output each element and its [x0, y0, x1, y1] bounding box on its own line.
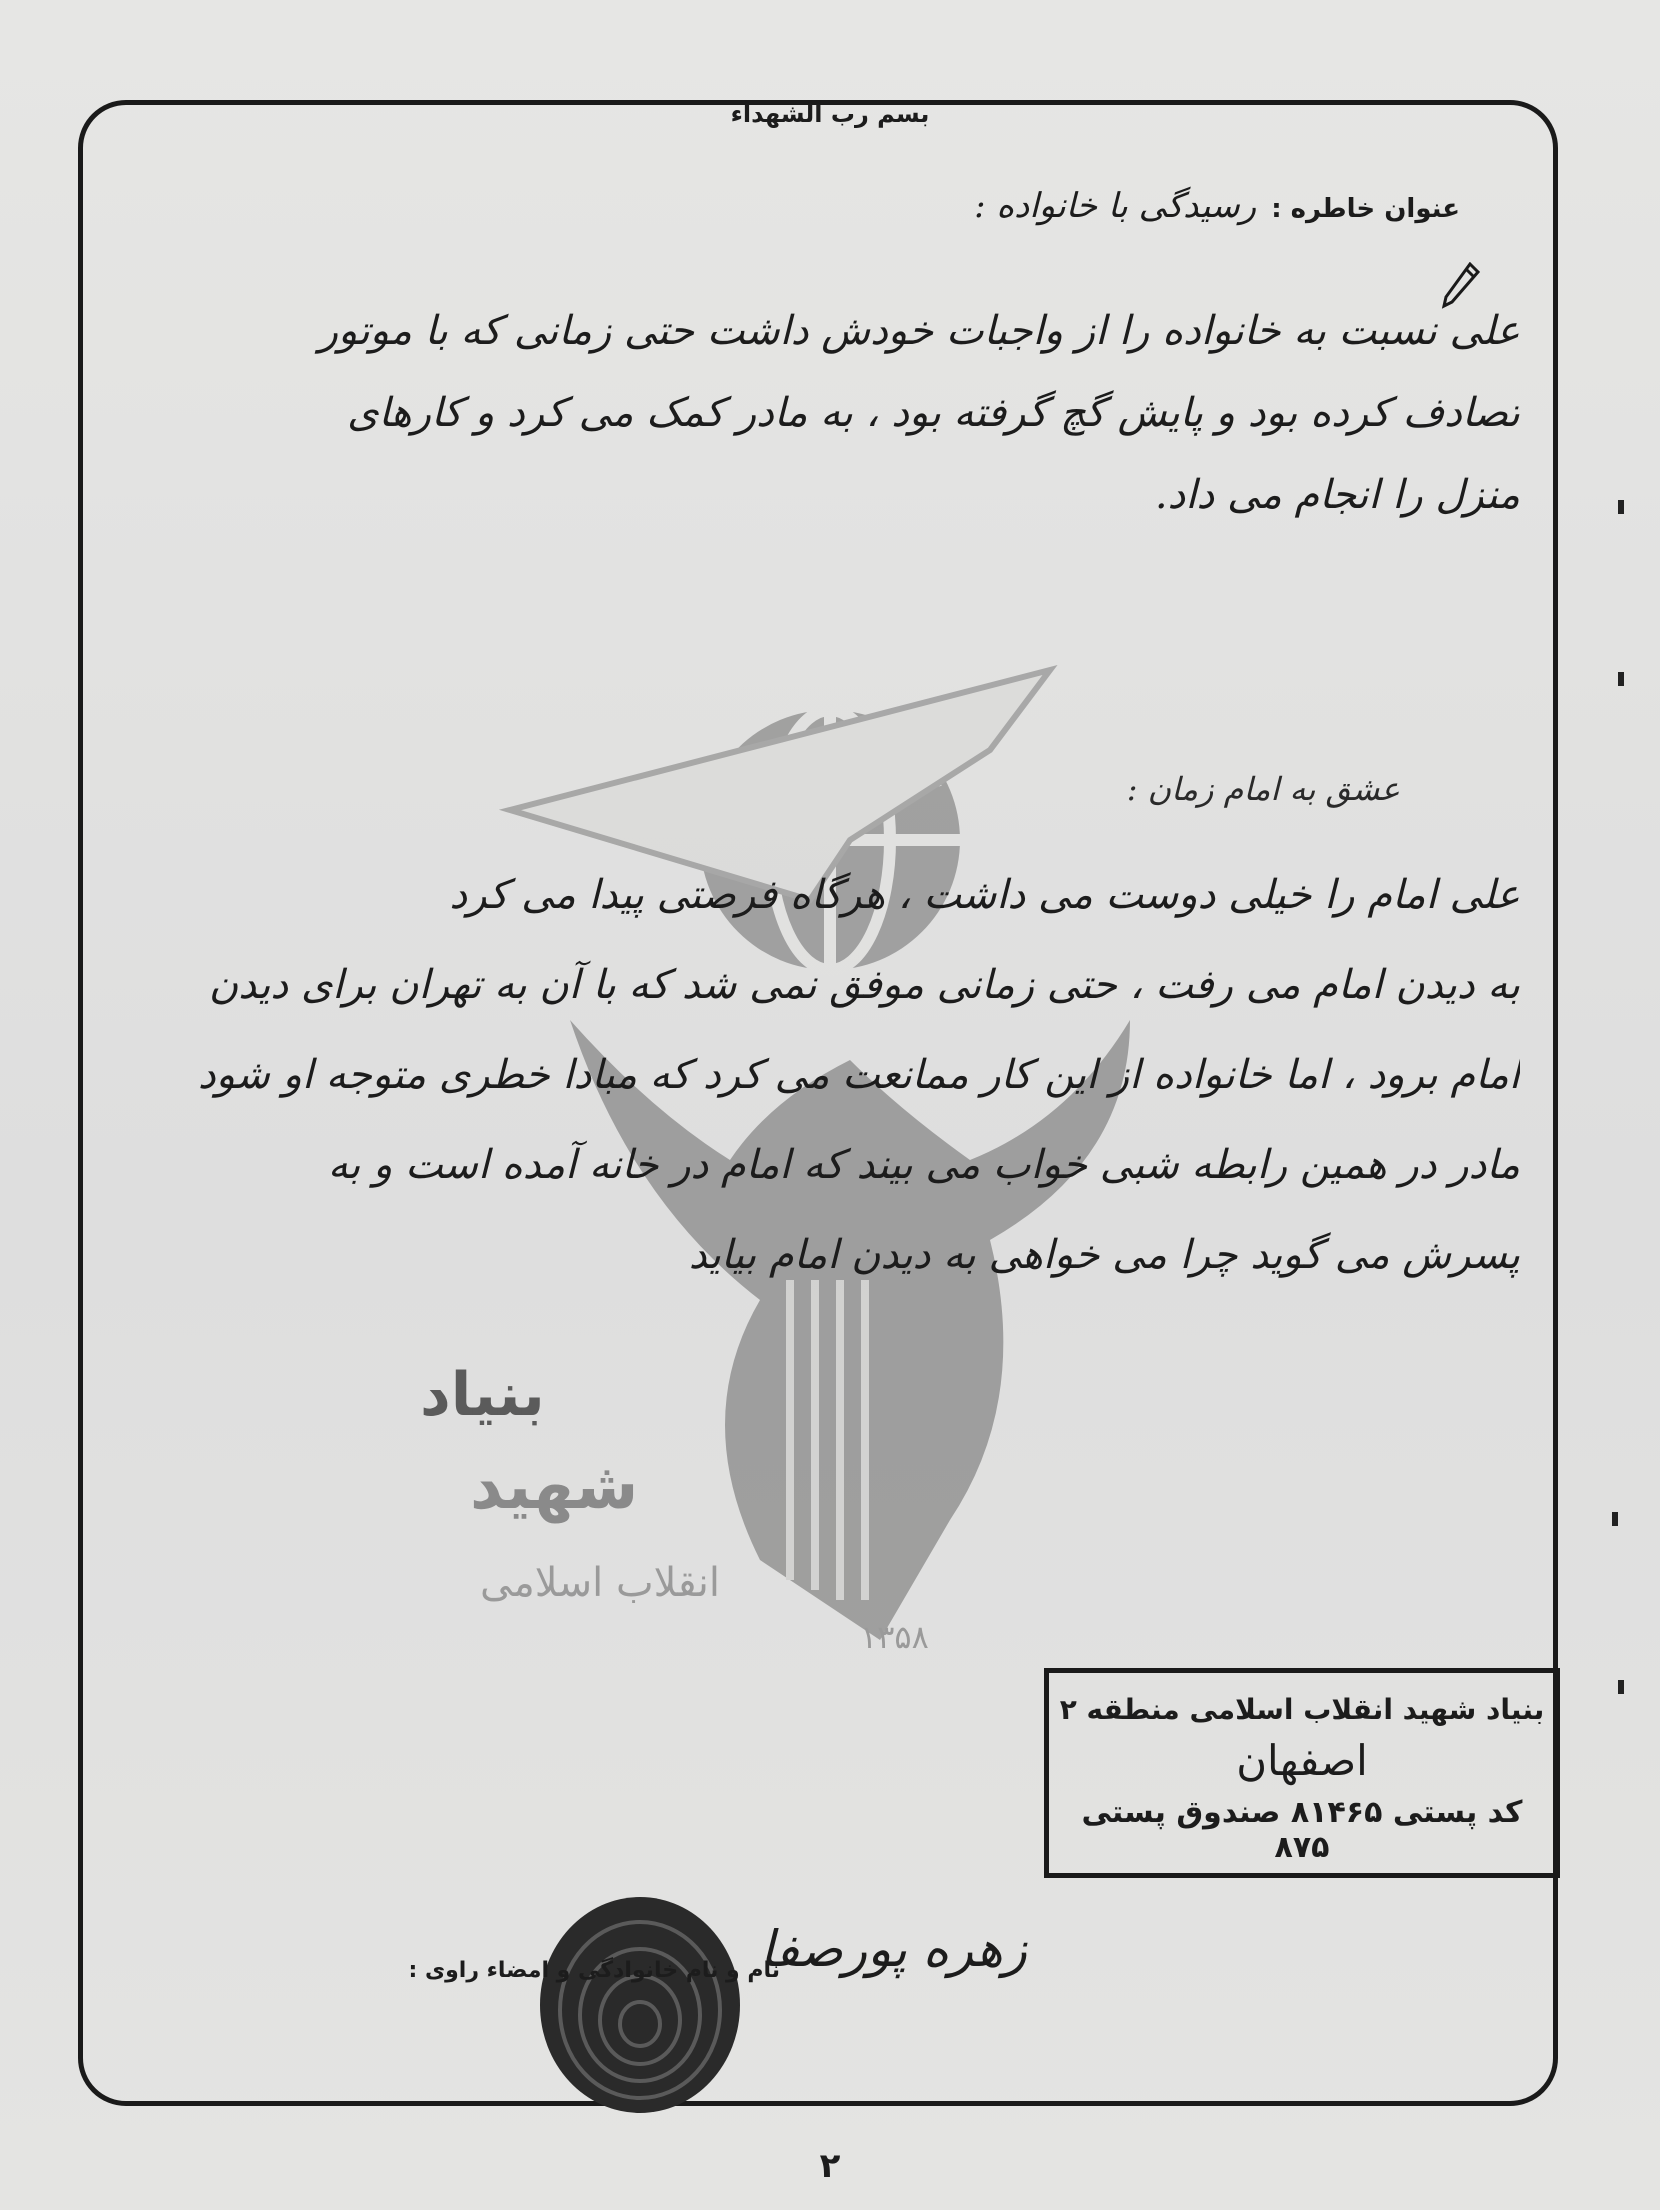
- memory-title-value: رسیدگی با خانواده :: [974, 186, 1257, 226]
- fingerprint-mark: [520, 1890, 760, 2120]
- margin-mark: [1618, 672, 1638, 686]
- emblem-text-martyr: شهید: [470, 1450, 639, 1524]
- narrator-signature-name: زهره پورصفا: [760, 1920, 1028, 1978]
- margin-mark: [1612, 1512, 1632, 1526]
- emblem-year: ۱۳۵۸: [860, 1618, 929, 1656]
- paragraph-line: منزل را انجام می داد.: [1154, 472, 1520, 518]
- stamp-organization: بنیاد شهید انقلاب اسلامی منطقه ۲: [1059, 1693, 1545, 1726]
- paragraph-line: امام برود ، اما خانواده از این کار ممانعت می کرد که مبادا خطری متوجه او شود: [197, 1052, 1520, 1098]
- paragraph-family-care: [120, 290, 1520, 536]
- memory-title-label: عنوان خاطره :: [1271, 194, 1460, 224]
- memory-title: [974, 186, 1460, 226]
- stamp-city: اصفهان: [1236, 1736, 1368, 1785]
- paragraph-line: علی امام را خیلی دوست می داشت ، هرگاه فرصتی پیدا می کرد: [449, 872, 1520, 918]
- official-stamp: [1044, 1668, 1560, 1878]
- paragraph-line: تصادف کرده بود و پایش گچ گرفته بود ، به مادر کمک می کرد و کارهای: [347, 390, 1520, 436]
- paragraph-line: علی نسبت به خانواده را از واجبات خودش داشت حتی زمانی که با موتور: [318, 308, 1520, 354]
- paragraph-line: به دیدن امام می رفت ، حتی زمانی موفق نمی شد که با آن به تهران برای دیدن: [208, 962, 1520, 1008]
- section-subtitle: عشق به امام زمان :: [1126, 770, 1400, 808]
- header-title: بسم رب الشهداء: [730, 100, 930, 128]
- stamp-postal: کد پستی ۸۱۴۶۵ صندوق پستی ۸۷۵: [1081, 1795, 1523, 1865]
- emblem-text-revolution: انقلاب اسلامی: [480, 1560, 720, 1606]
- paragraph-line: پسرش می گوید چرا می خواهی به دیدن امام بیاید: [688, 1232, 1520, 1278]
- page-number: ۲: [819, 2146, 841, 2186]
- emblem-text-foundation: بنیاد: [420, 1360, 545, 1430]
- margin-mark: [1618, 1680, 1638, 1694]
- paragraph-line: مادر در همین رابطه شبی خواب می بیند که امام در خانه آمده است و به: [327, 1142, 1520, 1188]
- paragraph-love-of-imam: [120, 850, 1520, 1300]
- margin-mark: [1618, 500, 1638, 514]
- signature-label: نام و نام خانوادگی و امضاء راوی :: [408, 1958, 780, 1983]
